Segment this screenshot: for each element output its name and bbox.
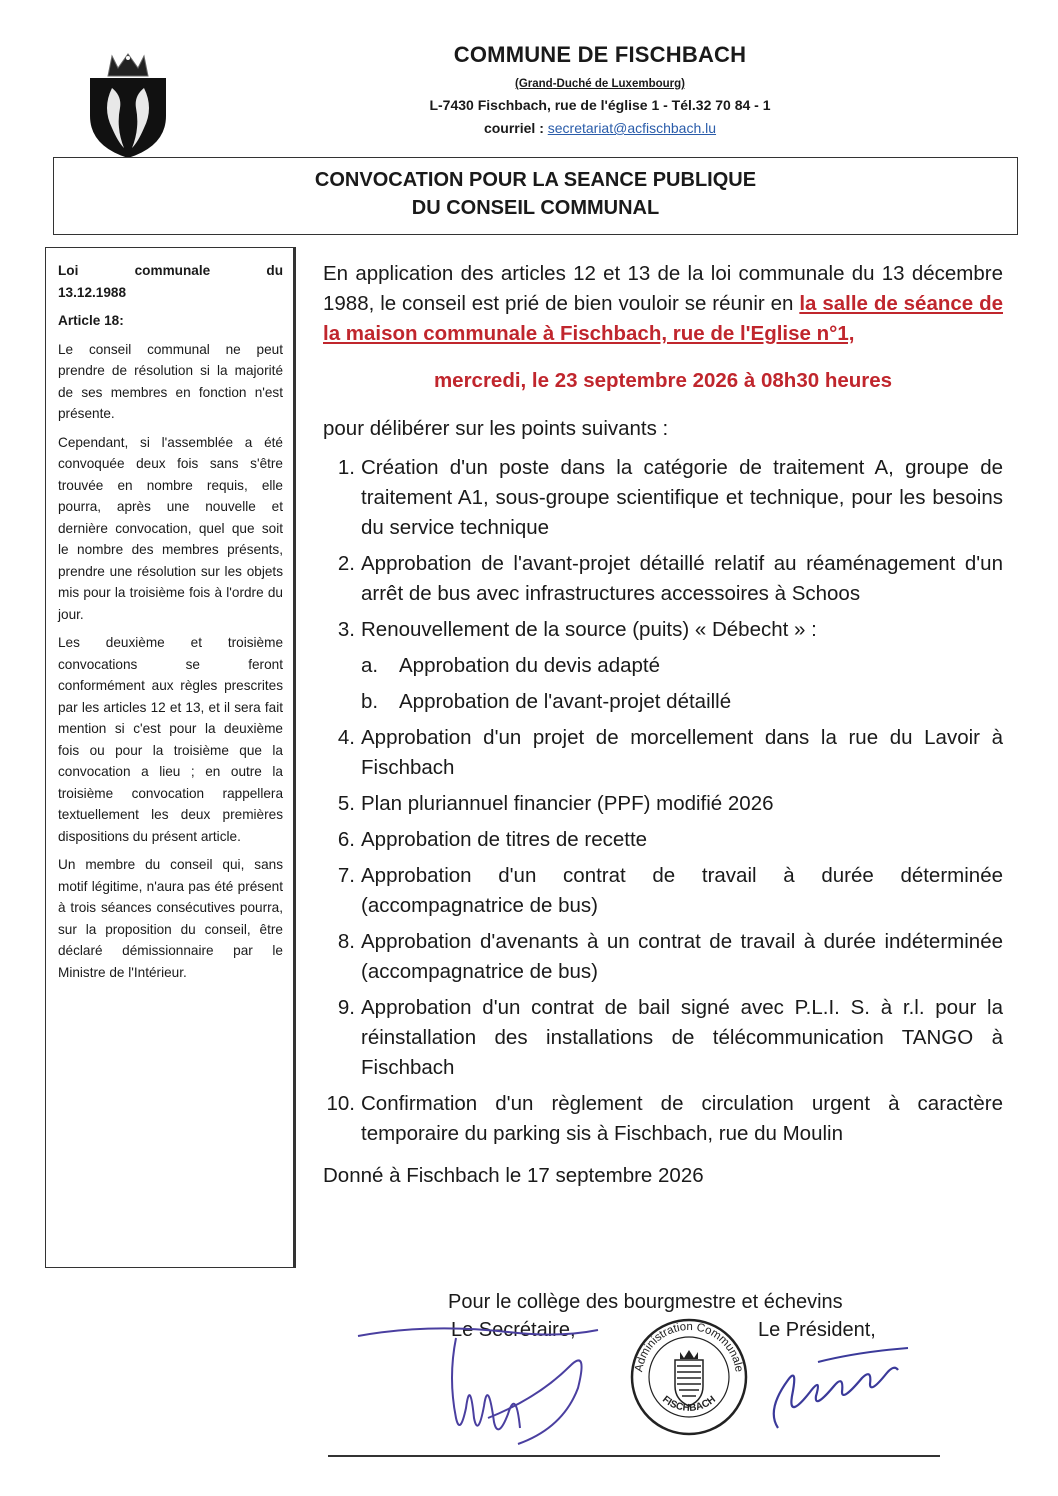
- meeting-location: la salle de séance de la maison communale à Fischbach, rue de l'Eglise n°1,: [323, 292, 1003, 345]
- law-reference: Loi communale du: [58, 263, 283, 278]
- email-link[interactable]: secretariat@acfischbach.lu: [547, 120, 717, 136]
- president-signature: [758, 1340, 918, 1435]
- agenda-item: [323, 927, 1003, 987]
- law-date: 13.12.1988: [58, 284, 127, 300]
- agenda-item-text: Plan pluriannuel financier (PPF) modifié 2026: [361, 792, 774, 815]
- agenda-item-number: 2.: [337, 552, 355, 575]
- given-date: Donné à Fischbach le 17 septembre 2026: [323, 1164, 704, 1187]
- agenda-item-number: 7.: [337, 864, 355, 887]
- agenda-subitem: [361, 687, 1003, 717]
- agenda-item-number: 10.: [326, 1092, 355, 1115]
- agenda-item-number: 9.: [337, 996, 355, 1019]
- agenda-intro: pour délibérer sur les points suivants :: [323, 417, 669, 440]
- agenda-item-text: Création d'un poste dans la catégorie de traitement A, groupe de traitement A1, sous-groupe scientifique et technique, pour les besoins du service technique: [361, 456, 1003, 539]
- article-paragraph-1: Le conseil communal ne peut prendre de résolution si la majorité de ses membres en fonction n'est présente.: [58, 341, 283, 421]
- agenda-item: [323, 723, 1003, 783]
- agenda-item-text: Confirmation d'un règlement de circulation urgent à caractère temporaire du parking sis à Fischbach, rue du Moulin: [361, 1092, 1003, 1145]
- agenda-subitem-letter: b.: [361, 690, 379, 713]
- agenda-item: [323, 789, 1003, 819]
- article-paragraph-4: Un membre du conseil qui, sans motif légitime, n'aura pas été présent à trois séances consécutives pourra, sur la proposition du conseil, être déclaré démissionnaire par le Ministre de l'Intérieur.: [58, 857, 283, 980]
- agenda-item: [323, 453, 1003, 543]
- commune-title: COMMUNE DE FISCHBACH: [453, 42, 747, 67]
- commune-seal: [628, 1316, 750, 1438]
- intro-text: En application des articles 12 et 13 de la loi communale du 13 décembre 1988, le conseil est prié de bien vouloir se réunir en: [323, 262, 1003, 315]
- agenda-list: [323, 453, 1003, 1149]
- country-subtitle: (Grand-Duché de Luxembourg): [515, 78, 685, 90]
- agenda-item-number: 1.: [337, 456, 355, 479]
- agenda-item: [323, 549, 1003, 609]
- main-content: [323, 259, 1003, 1191]
- agenda-item: [323, 1089, 1003, 1149]
- commune-email-line: [360, 120, 840, 136]
- secretary-signature: [348, 1318, 603, 1448]
- agenda-item: [323, 861, 1003, 921]
- coat-of-arms-icon: [82, 48, 174, 160]
- commune-address: L-7430 Fischbach, rue de l'église 1 - Tél.32 70 84 - 1: [429, 97, 771, 113]
- bottom-rule: [328, 1455, 940, 1457]
- agenda-item: [323, 615, 1003, 717]
- agenda-item-number: 3.: [337, 618, 355, 641]
- agenda-item-number: 4.: [337, 726, 355, 749]
- agenda-item-text: Approbation de titres de recette: [361, 828, 648, 851]
- agenda-item-number: 5.: [337, 792, 355, 815]
- meeting-date: mercredi, le 23 septembre 2026 à 08h30 heures: [433, 369, 893, 392]
- law-sidebar: [45, 247, 296, 1268]
- email-label: courriel :: [483, 120, 548, 136]
- agenda-item-text: Approbation d'un projet de morcellement dans la rue du Lavoir à Fischbach: [361, 726, 1003, 779]
- agenda-sublist: [361, 651, 1003, 717]
- agenda-item-number: 6.: [337, 828, 355, 851]
- college-signoff: Pour le collège des bourgmestre et échevins: [448, 1291, 843, 1313]
- intro-paragraph: [323, 259, 1003, 349]
- agenda-item-text: Renouvellement de la source (puits) « Débecht » :: [361, 618, 817, 641]
- agenda-item: [323, 825, 1003, 855]
- article-paragraph-2: Cependant, si l'assemblée a été convoquée deux fois sans s'être trouvée en nombre requis, elle pourra, après une nouvelle et dernière convocation, quel que soit le nombre des membres présents, prendre une résolution sur les objets mis pour la troisième fois à l'ordre du jour.: [58, 434, 283, 622]
- secretary-label: Le Secrétaire,: [451, 1319, 576, 1341]
- agenda-item: [323, 993, 1003, 1083]
- president-label: Le Président,: [758, 1319, 876, 1341]
- article-paragraph-3: Les deuxième et troisième convocations se feront conformément aux règles prescrites par les articles 12 et 13, et il sera fait mention si c'est pour la deuxième fois ou pour la troisième que la convocation a lieu ; en outre la troisième convocation rappellera textuellement les deux premières dispositions du présent article.: [58, 635, 283, 844]
- seal-text-bottom: FISCHBACH: [660, 1394, 718, 1414]
- convocation-title-line2: DU CONSEIL COMMUNAL: [411, 197, 660, 219]
- agenda-subitem-text: Approbation du devis adapté: [399, 654, 661, 677]
- agenda-item-text: Approbation d'un contrat de bail signé avec P.L.I. S. à r.l. pour la réinstallation des installations de télécommunication TANGO à Fischbach: [361, 996, 1003, 1079]
- agenda-item-text: Approbation de l'avant-projet détaillé relatif au réaménagement d'un arrêt de bus avec infrastructures accessoires à Schoos: [361, 552, 1003, 605]
- agenda-subitem-letter: a.: [361, 654, 379, 677]
- convocation-title-line1: CONVOCATION POUR LA SEANCE PUBLIQUE: [314, 169, 757, 191]
- convocation-title-box: [53, 157, 1018, 235]
- seal-text-top: Administration Communale: [633, 1320, 745, 1373]
- agenda-item-text: Approbation d'avenants à un contrat de travail à durée indéterminée (accompagnatrice de bus): [361, 930, 1003, 983]
- agenda-subitem-text: Approbation de l'avant-projet détaillé: [399, 690, 732, 713]
- agenda-subitem: [361, 651, 1003, 681]
- svg-text:Administration Communale: [633, 1321, 745, 1373]
- article-heading: Article 18:: [58, 313, 124, 328]
- agenda-item-text: Approbation d'un contrat de travail à durée déterminée (accompagnatrice de bus): [361, 864, 1003, 917]
- agenda-item-number: 8.: [337, 930, 355, 953]
